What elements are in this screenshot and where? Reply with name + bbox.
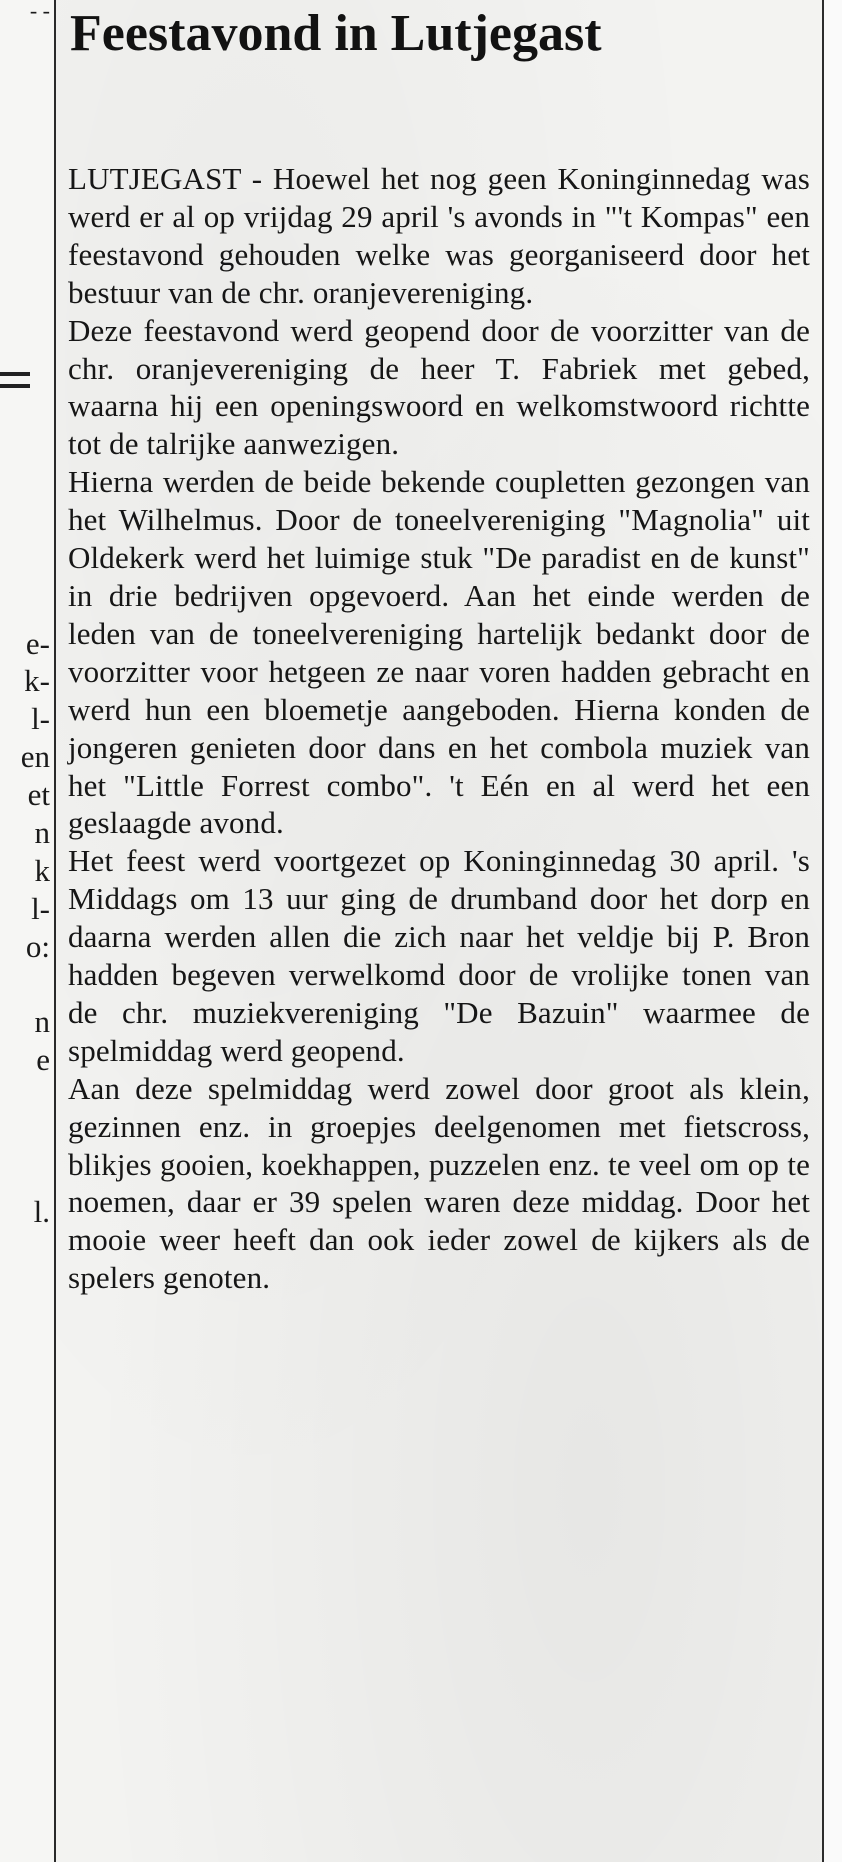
margin-text-fragment: o: [25,929,50,964]
margin-text-fragment: et [27,777,50,812]
column-rule [54,0,56,1862]
right-edge-margin [824,0,842,1862]
margin-text-fragment: e [36,1042,50,1077]
article-paragraph: Hierna werden de beide bekende coupletten gezongen van het Wilhelmus. Door de toneelvereniging "Magnolia" uit Oldekerk werd het luimige stuk "De paradist en de kunst" in drie bedrijven opgevoerd. Aan het einde werden de leden van de toneelvereniging hartelijk bedankt door de voorzitter voor hetgeen ze naar voren hadden gebracht en werd hun een bloemetje aangeboden. Hierna konden de jongeren genieten door dans en het combola muziek van het "Little Forrest combo". 't Eén en al werd het een geslaagde avond. [68,464,810,841]
article-paragraph: Aan deze spelmiddag werd zowel door groot als klein, gezinnen enz. in groepjes deelgenomen met fietscross, blikjes gooien, koekhappen, puzzelen enz. te veel om op te noemen, daar er 39 spelen waren deze middag. Door het mooie weer heeft dan ook ieder zowel de kijkers als de spelers genoten. [68,1070,810,1296]
margin-text-fragment: e- [25,626,50,661]
margin-rule-mark [0,372,30,388]
margin-text-fragment: l- [31,891,50,926]
article-paragraph: LUTJEGAST - Hoewel het nog geen Koninginnedag was werd er al op vrijdag 29 april 's avonds in "'t Kompas" een feestavond gehouden welke was georganiseerd door het bestuur van de chr. oranjevereniging. [68,161,810,310]
article-paragraph: Deze feestavond werd geopend door de voorzitter van de chr. oranjevereniging de heer T. Fabriek met gebed, waarna hij een openingswoord en welkomstwoord richtte tot de talrijke aanwezigen. [68,312,810,462]
margin-text-fragment: n [34,815,50,850]
margin-text-fragment: l- [31,701,50,736]
adjacent-column-fragment [0,0,54,1862]
margin-text-fragment: k- [24,663,50,698]
article-headline: Feestavond in Lutjegast [70,5,602,62]
margin-text-fragment: l. [33,1194,50,1229]
article-body [68,160,810,1297]
margin-text-fragment: n [34,1004,50,1039]
margin-text-fragment: - - [29,0,50,23]
margin-text-fragment: k [34,853,50,888]
margin-text-fragment: en [20,739,50,774]
article-paragraph: Het feest werd voortgezet op Koninginnedag 30 april. 's Middags om 13 uur ging de drumband door het dorp en daarna werden allen die zich naar het veldje bij P. Bron hadden begeven verwelkomd door de vrolijke tonen van de chr. muziekvereniging "De Bazuin" waarmee de spelmiddag werd geopend. [68,843,810,1068]
